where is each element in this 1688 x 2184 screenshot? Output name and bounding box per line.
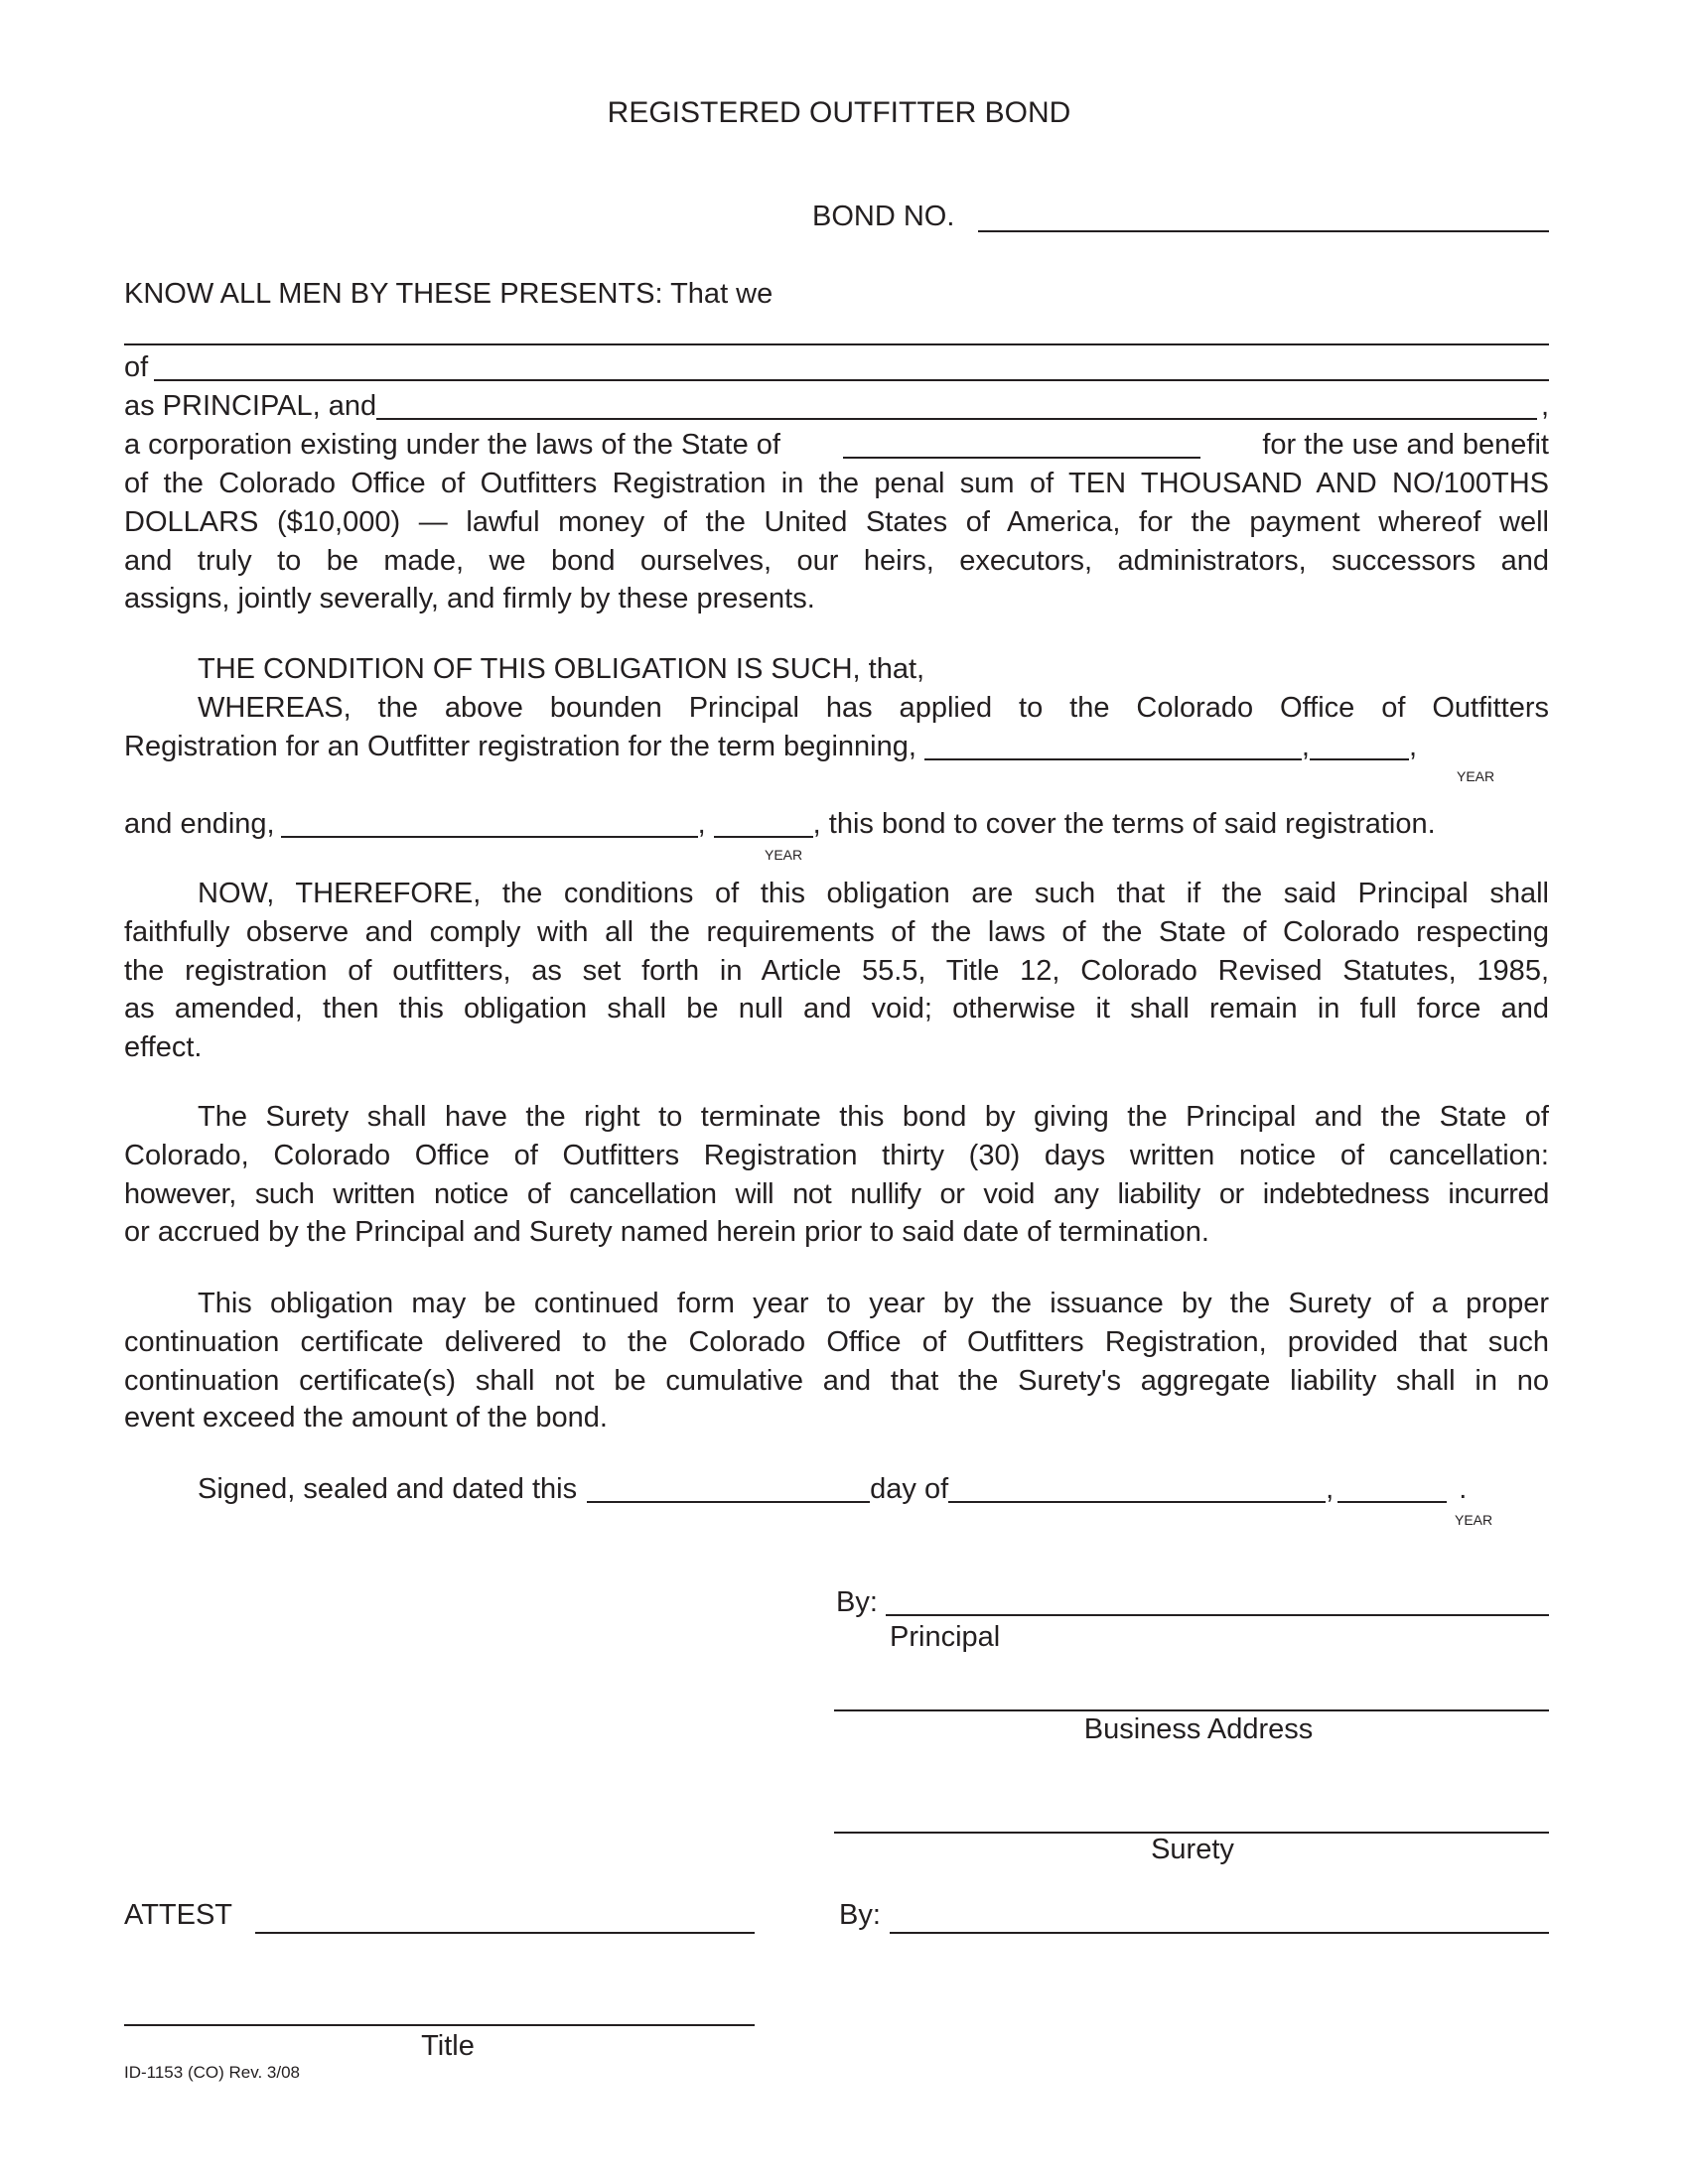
paragraph-line: DOLLARS ($10,000) — lawful money of the United States of America, for the payment whereof well <box>124 506 1549 538</box>
paragraph-line: This obligation may be continued form year to year by the issuance by the Surety of a proper <box>198 1288 1549 1319</box>
year-caption: YEAR <box>765 847 803 863</box>
whereas-line: WHEREAS, the above bounden Principal has applied to the Colorado Office of Outfitters <box>198 692 1549 724</box>
of-label: of <box>124 351 149 383</box>
begin-date-field[interactable] <box>924 731 1302 760</box>
cover-text: , this bond to cover the terms of said registration. <box>812 808 1436 840</box>
use-benefit-text: for the use and benefit <box>1262 429 1549 461</box>
day-of-label: day of <box>870 1473 949 1505</box>
paragraph-line: of the Colorado Office of Outfitters Registration in the penal sum of TEN THOUSAND AND NO/100THS <box>124 468 1549 499</box>
term-beginning-line <box>124 729 1549 764</box>
paragraph-line: assigns, jointly severally, and firmly by these presents. <box>124 583 815 614</box>
signed-text: Signed, sealed and dated this <box>198 1473 578 1505</box>
principal-name-field[interactable] <box>124 343 1549 345</box>
paragraph-line: NOW, THEREFORE, the conditions of this obligation are such that if the said Principal shall <box>198 878 1549 909</box>
corporation-text: a corporation existing under the laws of the State of <box>124 429 780 461</box>
comma: , <box>1301 731 1310 762</box>
paragraph-line: and truly to be made, we bond ourselves, our heirs, executors, administrators, successors and <box>124 545 1549 577</box>
business-address-caption: Business Address <box>1083 1713 1314 1745</box>
bond-no-field[interactable] <box>978 230 1549 232</box>
comma: , <box>1408 731 1418 762</box>
paragraph-line: effect. <box>124 1031 203 1063</box>
paragraph-line: continuation certificate(s) shall not be cumulative and that the Surety's aggregate liability shall in no <box>124 1365 1549 1397</box>
year-caption: YEAR <box>1455 1512 1493 1528</box>
year-caption: YEAR <box>1457 768 1495 784</box>
as-principal-label: as PRINCIPAL, and <box>124 390 377 422</box>
begin-year-field[interactable] <box>1310 731 1409 760</box>
signed-year-field[interactable] <box>1337 1473 1447 1503</box>
attest-signature-field[interactable] <box>255 1932 755 1934</box>
paragraph-line: or accrued by the Principal and Surety named herein prior to said date of termination. <box>124 1216 1209 1248</box>
paragraph-line: as amended, then this obligation shall be null and void; otherwise it shall remain in full force and <box>124 993 1549 1024</box>
principal-caption: Principal <box>890 1621 1001 1653</box>
surety-signature-field[interactable] <box>890 1932 1549 1934</box>
principal-by-label: By: <box>836 1586 878 1618</box>
end-date-field[interactable] <box>281 808 698 838</box>
form-id: ID-1153 (CO) Rev. 3/08 <box>124 2063 300 2082</box>
signed-month-field[interactable] <box>948 1473 1326 1503</box>
title-caption: Title <box>421 2030 475 2062</box>
paragraph-line: faithfully observe and comply with all the requirements of the laws of the State of Colorado respecting <box>124 916 1549 948</box>
surety-by-label: By: <box>839 1899 881 1931</box>
paragraph-line: the registration of outfitters, as set forth in Article 55.5, Title 12, Colorado Revised Statutes, 1985, <box>124 955 1549 987</box>
state-field[interactable] <box>843 429 1200 459</box>
title-field[interactable] <box>124 2024 755 2026</box>
term-ending-line <box>124 806 1549 842</box>
signed-line <box>124 1471 1549 1507</box>
comma: , <box>697 808 706 840</box>
paragraph-line: however, such written notice of cancellation will not nullify or void any liability or indebtedness incurred <box>124 1178 1549 1210</box>
comma: , <box>1540 390 1549 422</box>
end-year-field[interactable] <box>714 808 813 838</box>
signed-day-field[interactable] <box>587 1473 870 1503</box>
surety-caption: Surety <box>1151 1834 1234 1865</box>
document-title: REGISTERED OUTFITTER BOND <box>607 96 1071 129</box>
and-ending-label: and ending, <box>124 808 275 840</box>
period: . <box>1459 1473 1468 1505</box>
surety-name-field[interactable] <box>376 390 1537 420</box>
term-beginning-text: Registration for an Outfitter registration for the term beginning, <box>124 731 916 762</box>
paragraph-line: The Surety shall have the right to terminate this bond by giving the Principal and the State of <box>198 1101 1549 1133</box>
attest-label: ATTEST <box>124 1899 233 1931</box>
condition-heading: THE CONDITION OF THIS OBLIGATION IS SUCH, that, <box>198 653 925 685</box>
comma: , <box>1326 1473 1335 1505</box>
as-principal-line <box>124 388 1549 424</box>
corporation-line <box>124 427 1549 463</box>
principal-address-field[interactable] <box>154 351 1549 381</box>
paragraph-line: event exceed the amount of the bond. <box>124 1402 608 1433</box>
principal-signature-field[interactable] <box>886 1614 1549 1616</box>
know-all-text: KNOW ALL MEN BY THESE PRESENTS: That we <box>124 278 774 310</box>
paragraph-line: continuation certificate delivered to the Colorado Office of Outfitters Registration, provided that such <box>124 1326 1549 1358</box>
of-line <box>124 349 1549 385</box>
paragraph-line: Colorado, Colorado Office of Outfitters Registration thirty (30) days written notice of cancellation: <box>124 1140 1549 1171</box>
bond-no-label: BOND NO. <box>812 201 955 232</box>
